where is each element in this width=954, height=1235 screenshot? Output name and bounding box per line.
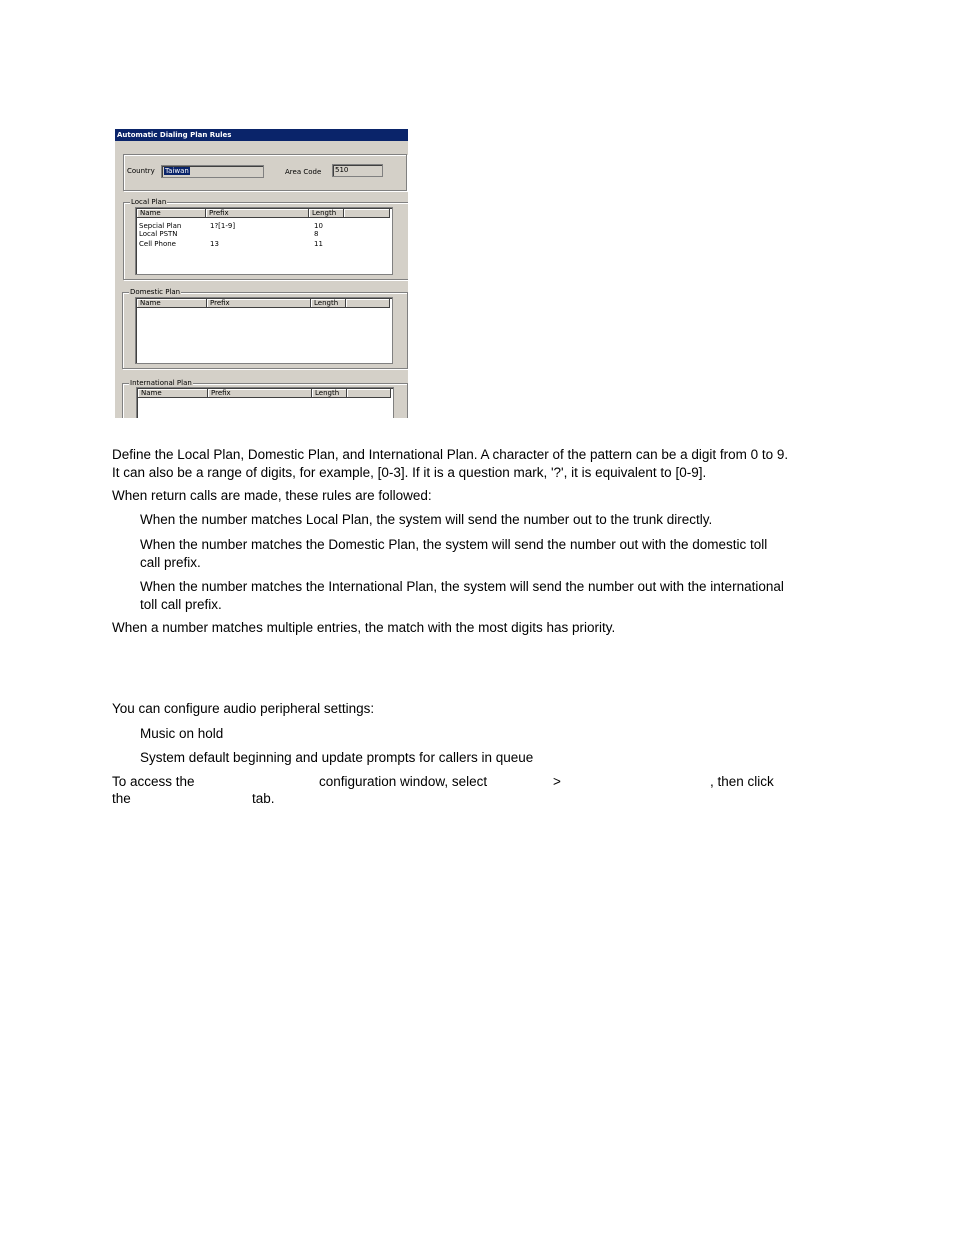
access-text-1: To access the <box>112 774 195 789</box>
access-text-3: > <box>553 774 561 789</box>
column-header-prefix[interactable]: Prefix <box>207 299 311 308</box>
access-text-2: configuration window, select <box>319 774 488 789</box>
music-on-hold-item: Music on hold <box>140 726 224 741</box>
rule-international-plan: When the number matches the International Plan, the system will send the number out with the international toll call prefix. <box>140 579 784 612</box>
area-code-label: Area Code <box>285 168 322 176</box>
international-plan-label: International Plan <box>130 379 192 387</box>
country-label: Country <box>127 167 155 175</box>
column-header-length[interactable]: Length <box>309 209 344 218</box>
domestic-plan-label: Domestic Plan <box>130 288 181 296</box>
local-plan-label: Local Plan <box>131 198 167 206</box>
priority-paragraph: When a number matches multiple entries, the match with the most digits has priority. <box>112 620 616 635</box>
access-text-4: , then click <box>710 774 774 789</box>
column-header-blank <box>346 299 390 308</box>
column-header-blank <box>344 209 390 218</box>
row-length: 11 <box>314 240 323 248</box>
column-header-length[interactable]: Length <box>312 389 347 398</box>
row-prefix: 1?[1-9] <box>210 222 236 230</box>
column-header-blank <box>347 389 391 398</box>
international-plan-list[interactable] <box>136 387 394 418</box>
area-code-field[interactable]: 510 <box>332 164 383 177</box>
column-header-prefix[interactable]: Prefix <box>206 209 309 218</box>
dialing-plan-dialog-screenshot <box>115 129 408 418</box>
row-length: 8 <box>314 230 319 238</box>
audio-paragraph: You can configure audio peripheral settings: <box>112 701 375 716</box>
local-plan-list[interactable] <box>135 207 393 275</box>
dialog-title: Automatic Dialing Plan Rules <box>115 129 408 141</box>
table-row[interactable] <box>138 239 394 249</box>
column-header-name[interactable]: Name <box>137 299 207 308</box>
column-header-name[interactable]: Name <box>138 389 208 398</box>
column-header-length[interactable]: Length <box>311 299 346 308</box>
rule-local-plan: When the number matches Local Plan, the system will send the number out to the trunk directly. <box>140 512 713 527</box>
row-name: Local PSTN <box>139 230 178 238</box>
row-length: 10 <box>314 222 323 230</box>
domestic-plan-list[interactable] <box>135 297 393 364</box>
access-text-6: tab. <box>252 791 275 806</box>
rule-domestic-plan: When the number matches the Domestic Plan, the system will send the number out with the domestic toll call prefix. <box>140 537 768 570</box>
row-name: Cell Phone <box>139 240 176 248</box>
queue-prompts-item: System default beginning and update prompts for callers in queue <box>140 750 534 765</box>
table-row[interactable] <box>138 229 394 239</box>
access-text-5: the <box>112 791 131 806</box>
pattern-paragraph: Define the Local Plan, Domestic Plan, and International Plan. A character of the pattern can be a digit from 0 to 9. It can also be a range of digits, for example, [0-3]. If it is a question mark, '?', it is equivalent to [0-9]. <box>112 447 789 480</box>
country-value: Taiwan <box>165 167 189 175</box>
column-header-name[interactable]: Name <box>137 209 206 218</box>
return-calls-paragraph: When return calls are made, these rules are followed: <box>112 488 432 503</box>
row-prefix: 13 <box>210 240 219 248</box>
column-header-prefix[interactable]: Prefix <box>208 389 312 398</box>
country-field[interactable] <box>161 165 264 178</box>
row-name: Sepcial Plan <box>139 222 182 230</box>
